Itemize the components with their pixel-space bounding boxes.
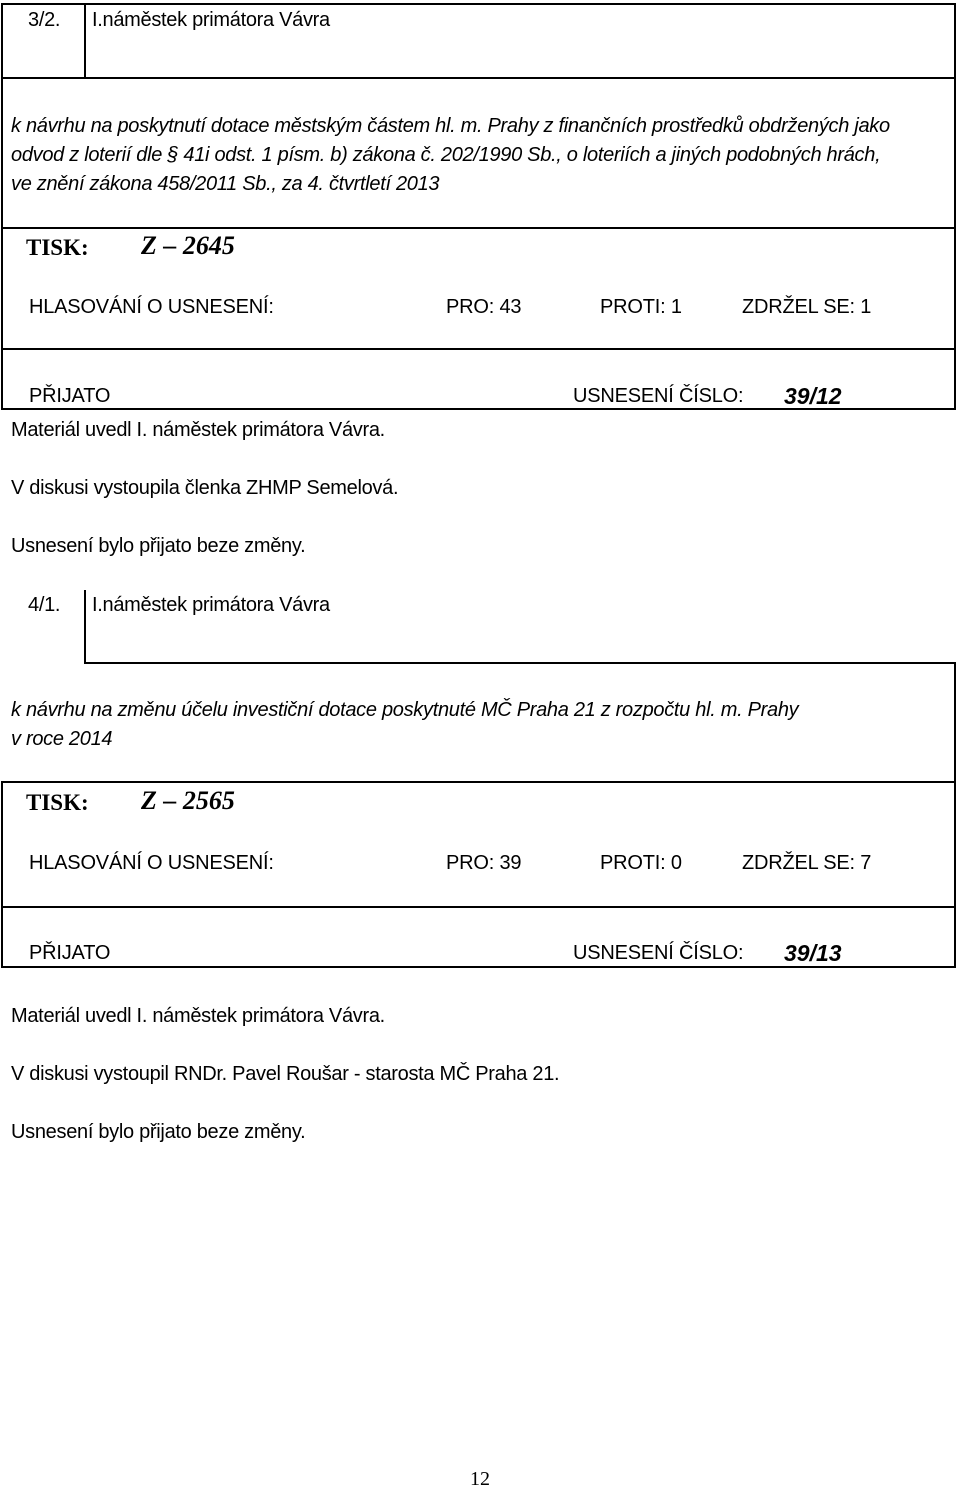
- vote-pro: PRO: 43: [446, 296, 522, 318]
- row-divider: [1, 227, 956, 229]
- item-presenter: I.náměstek primátora Vávra: [92, 594, 330, 616]
- result-status: PŘIJATO: [29, 942, 111, 964]
- resolution-number: 39/12: [784, 383, 842, 409]
- resolution-label: USNESENÍ ČÍSLO:: [573, 942, 744, 964]
- row-divider: [1, 348, 956, 350]
- note-line: Materiál uvedl I. náměstek primátora Vávra.: [11, 419, 385, 441]
- tisk-label: TISK:: [26, 790, 89, 815]
- row-divider: [84, 662, 956, 664]
- row-divider: [1, 781, 956, 783]
- item-subject-line: ve znění zákona 458/2011 Sb., za 4. čtvrtletí 2013: [11, 173, 440, 195]
- item-subject-line: v roce 2014: [11, 728, 113, 750]
- item-number: 4/1.: [28, 594, 61, 616]
- table-border-left: [1, 781, 3, 968]
- result-status: PŘIJATO: [29, 385, 111, 407]
- vote-proti: PROTI: 1: [600, 296, 682, 318]
- vote-zdrzel: ZDRŽEL SE: 7: [742, 852, 872, 874]
- vote-zdrzel: ZDRŽEL SE: 1: [742, 296, 872, 318]
- vote-label: HLASOVÁNÍ O USNESENÍ:: [29, 852, 274, 874]
- item-number: 3/2.: [28, 9, 61, 31]
- vote-proti: PROTI: 0: [600, 852, 682, 874]
- resolution-label: USNESENÍ ČÍSLO:: [573, 385, 744, 407]
- item-subject-line: k návrhu na změnu účelu investiční dotace poskytnuté MČ Praha 21 z rozpočtu hl. m. Prahy: [11, 699, 799, 721]
- row-divider: [1, 906, 956, 908]
- tisk-label: TISK:: [26, 235, 89, 260]
- note-line: V diskusi vystoupila členka ZHMP Semelová.: [11, 477, 399, 499]
- tisk-number: Z – 2565: [141, 786, 235, 815]
- item-subject-line: odvod z loterií dle § 41i odst. 1 písm. b) zákona č. 202/1990 Sb., o loteriích a jiných podobných hrách,: [11, 144, 881, 166]
- item-subject-line: k návrhu na poskytnutí dotace městským částem hl. m. Prahy z finančních prostředků obdržených jako: [11, 115, 890, 137]
- note-line: Usnesení bylo přijato beze změny.: [11, 1121, 306, 1143]
- column-divider: [84, 590, 86, 664]
- table-border-top: [1, 3, 956, 5]
- resolution-number: 39/13: [784, 940, 842, 966]
- column-divider: [84, 3, 86, 77]
- row-divider: [1, 77, 956, 79]
- note-line: V diskusi vystoupil RNDr. Pavel Roušar - starosta MČ Praha 21.: [11, 1063, 560, 1085]
- page-number: 12: [470, 1468, 490, 1490]
- tisk-number: Z – 2645: [141, 231, 235, 260]
- note-line: Materiál uvedl I. náměstek primátora Vávra.: [11, 1005, 385, 1027]
- vote-pro: PRO: 39: [446, 852, 522, 874]
- item-presenter: I.náměstek primátora Vávra: [92, 9, 330, 31]
- table-border-right: [954, 662, 956, 968]
- vote-label: HLASOVÁNÍ O USNESENÍ:: [29, 296, 274, 318]
- note-line: Usnesení bylo přijato beze změny.: [11, 535, 306, 557]
